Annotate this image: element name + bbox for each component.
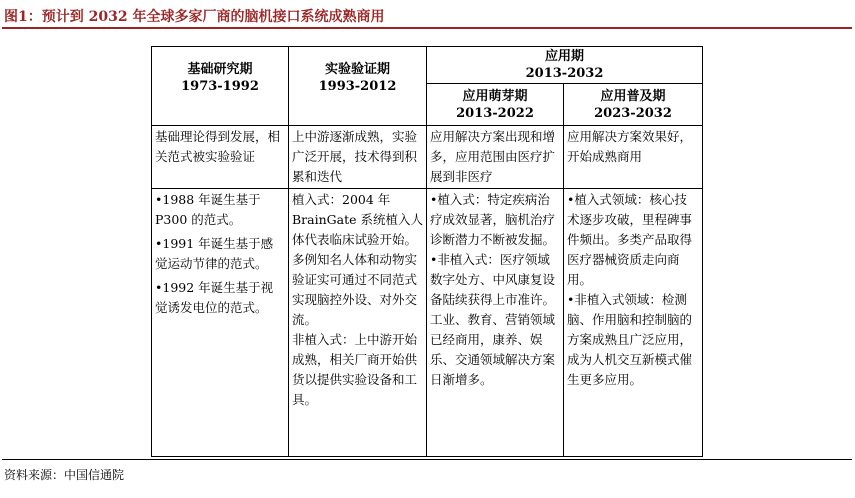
title-rule xyxy=(2,27,852,29)
header-experimental-validation-label: 实验验证期 xyxy=(324,62,390,77)
summary-application-popularization: 应用解决方案效果好，开始成熟商用 xyxy=(564,126,703,189)
detail-paragraph: 非植入式：上中游开始成熟，相关厂商开始供货以提供实验设备和工具。 xyxy=(292,332,418,407)
header-basic-research-years: 1973-1992 xyxy=(181,79,259,94)
detail-bullet: •1991 年诞生基于感觉运动节律的范式。 xyxy=(155,236,274,271)
figure-title: 图1：预计到 2032 年全球多家厂商的脑机接口系统成熟商用 xyxy=(4,9,385,25)
header-experimental-validation xyxy=(289,47,427,126)
detail-bullet: •1988 年诞生基于 P300 的范式。 xyxy=(155,192,261,227)
detail-bullet: •植入式：特定疾病治疗成效显著，脑机治疗诊断潜力不断被发掘。 xyxy=(430,192,556,247)
header-application-emerging-years: 2013-2022 xyxy=(456,105,534,121)
detail-bullet: •非植入式：医疗领域数字处方、中风康复设备陆续获得上市准许。工业、教育、营销领域已经商用，康养、娱乐、交通领域解决方案日渐增多。 xyxy=(430,252,556,387)
header-application xyxy=(427,47,703,84)
summary-experimental-validation: 上中游逐渐成熟，实验广泛开展，技术得到积累和迭代 xyxy=(289,126,427,189)
header-application-label: 应用期 xyxy=(545,49,585,64)
header-application-years: 2013-2032 xyxy=(525,66,604,81)
details-basic-research xyxy=(152,189,289,457)
header-application-popularization-years: 2023-2032 xyxy=(594,105,672,121)
details-application-popularization xyxy=(564,189,703,457)
summary-application-emerging: 应用解决方案出现和增多，应用范围由医疗扩展到非医疗 xyxy=(427,126,564,189)
header-application-emerging xyxy=(427,84,564,126)
bci-stage-table xyxy=(151,46,703,457)
header-application-emerging-label: 应用萌芽期 xyxy=(462,88,528,104)
details-experimental-validation xyxy=(289,189,427,457)
header-application-popularization xyxy=(564,84,703,126)
detail-bullet: •非植入式领域：检测脑、作用脑和控制脑的方案成熟且广泛应用，成为人机交互新模式催生更多应用。 xyxy=(567,292,693,387)
source-rule xyxy=(2,459,852,460)
detail-bullet: •植入式领域：核心技术逐步攻破，里程碑事件频出。多类产品取得医疗器械资质走向商用。 xyxy=(567,192,693,287)
detail-bullet: •1992 年诞生基于视觉诱发电位的范式。 xyxy=(155,280,274,315)
figure-source: 资料来源：中国信通院 xyxy=(4,468,125,482)
header-basic-research xyxy=(152,47,289,126)
details-application-emerging xyxy=(427,189,564,457)
header-experimental-validation-years: 1993-2012 xyxy=(318,79,397,94)
detail-paragraph: 植入式：2004 年 BrainGate 系统植入人体代表临床试验开始。多例知名人体和动物实验证实可通过不同范式实现脑控外设、对外交流。 xyxy=(292,192,423,327)
header-application-popularization-label: 应用普及期 xyxy=(600,88,666,104)
header-basic-research-label: 基础研究期 xyxy=(187,62,253,77)
summary-basic-research: 基础理论得到发展，相关范式被实验验证 xyxy=(152,126,289,189)
